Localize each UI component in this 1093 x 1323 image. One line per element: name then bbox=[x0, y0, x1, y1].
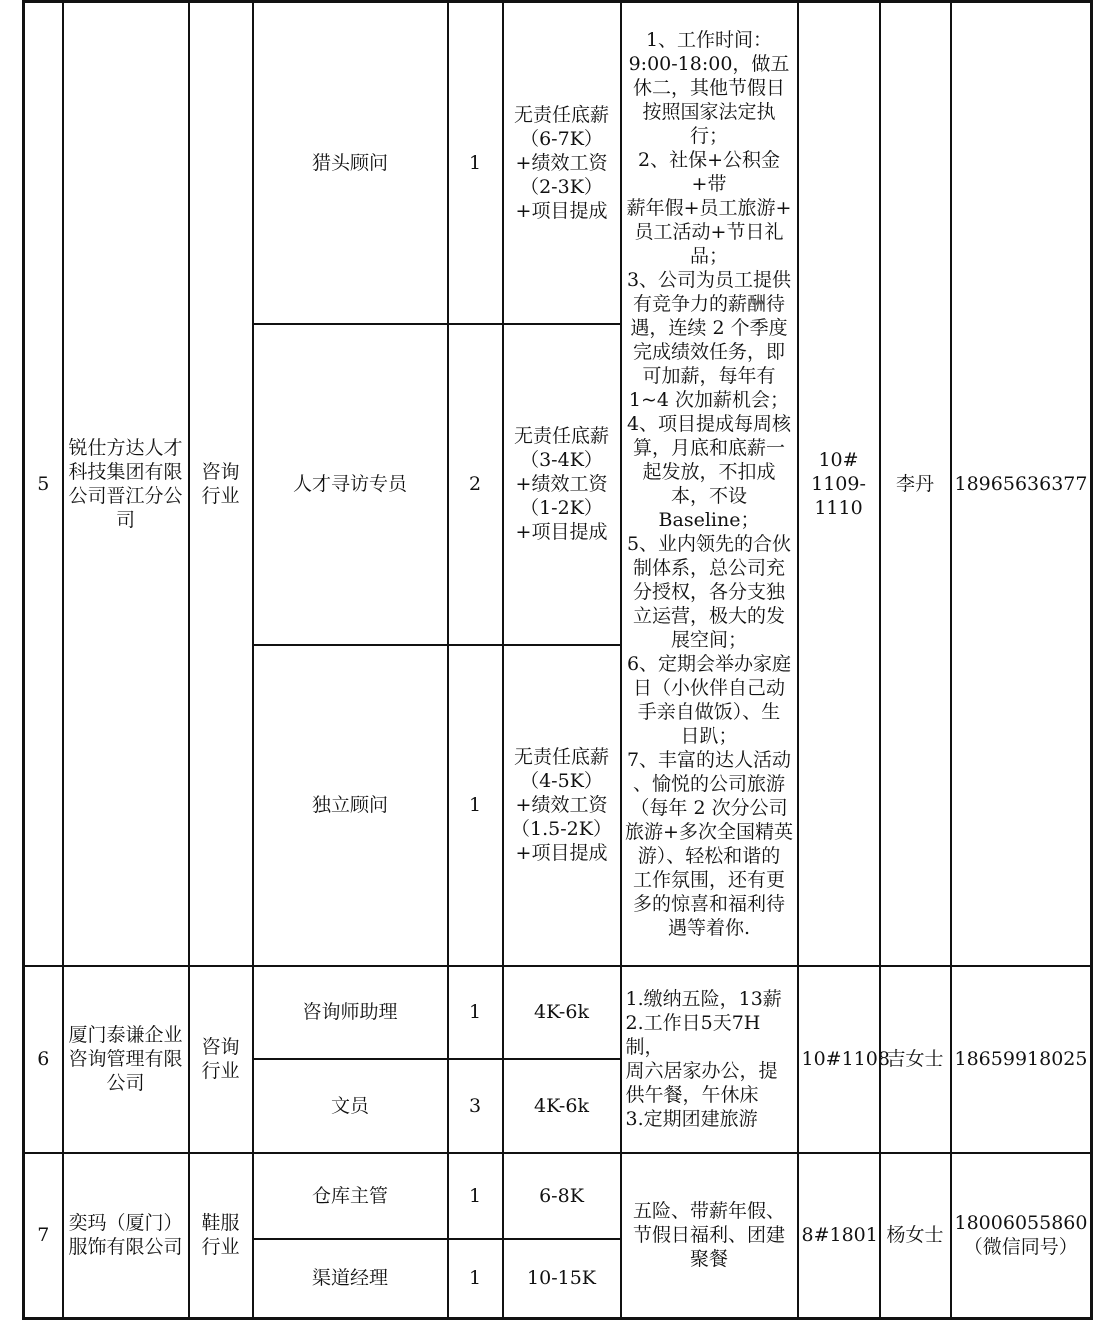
benefits-cell bbox=[621, 966, 798, 1153]
position-count: 1 bbox=[448, 2, 503, 324]
location-line: 1109- bbox=[811, 472, 866, 495]
benefit-line: 行； bbox=[689, 124, 728, 147]
benefit-line: 品； bbox=[689, 244, 728, 267]
benefit-line: 制体系，总公司充 bbox=[632, 556, 785, 579]
benefit-line: 起发放，不扣成 bbox=[642, 460, 776, 483]
position-count: 1 bbox=[448, 1153, 503, 1239]
position-salary: 4K-6k bbox=[503, 966, 621, 1059]
benefit-line: 3、公司为员工提供 bbox=[626, 268, 792, 291]
benefit-line: 、愉悦的公司旅游 bbox=[632, 772, 785, 795]
benefit-line: 1.缴纳五险，13薪 bbox=[625, 988, 782, 1010]
location-line: 1110 bbox=[814, 496, 863, 519]
benefit-line: 分授权，各分支独 bbox=[632, 580, 785, 603]
location-line: 10# bbox=[818, 448, 859, 471]
row-number: 7 bbox=[24, 1153, 63, 1319]
position-salary: 4K-6k bbox=[503, 1059, 621, 1153]
benefit-line: 可加薪，每年有 bbox=[642, 364, 776, 387]
benefit-line: （每年 2 次分公司 bbox=[630, 796, 788, 819]
position-title: 文员 bbox=[253, 1059, 448, 1153]
benefit-line: 按照国家法定执 bbox=[642, 100, 776, 123]
company-name: 厦门泰谦企业咨询管理有限公司 bbox=[63, 966, 189, 1153]
benefit-line: 1~4 次加薪机会； bbox=[628, 388, 790, 411]
benefit-line: 日（小伙伴自己动 bbox=[632, 676, 785, 699]
location bbox=[798, 2, 880, 966]
benefit-line: 游）、轻松和谐的 bbox=[637, 844, 781, 867]
contact-name: 吉女士 bbox=[880, 966, 951, 1153]
benefit-line: 1、工作时间： bbox=[645, 28, 773, 51]
contact-name: 杨女士 bbox=[880, 1153, 951, 1319]
benefit-line: 工作氛围，还有更 bbox=[632, 868, 785, 891]
position-salary: 6-8K bbox=[503, 1153, 621, 1239]
position-title: 人才寻访专员 bbox=[253, 324, 448, 645]
company-name: 锐仕方达人才科技集团有限公司晋江分公司 bbox=[63, 2, 189, 966]
contact-phone: 18965636377 bbox=[951, 2, 1092, 966]
benefit-line: 休二，其他节假日 bbox=[632, 76, 785, 99]
location: 10#1108 bbox=[798, 966, 880, 1153]
benefit-line: 周六居家办公，提 bbox=[625, 1060, 778, 1082]
table-row bbox=[24, 1153, 1092, 1239]
position-count: 1 bbox=[448, 1239, 503, 1319]
benefit-line: 展空间； bbox=[670, 628, 747, 651]
position-count: 3 bbox=[448, 1059, 503, 1153]
table-row bbox=[24, 966, 1092, 1059]
benefit-line: 遇，连续 2 个季度 bbox=[630, 316, 788, 339]
position-title: 咨询师助理 bbox=[253, 966, 448, 1059]
row-number: 5 bbox=[24, 2, 63, 966]
position-title: 猎头顾问 bbox=[253, 2, 448, 324]
benefit-line: 薪年假+员工旅游+ bbox=[626, 196, 792, 219]
benefit-line: 节假日福利、团建 bbox=[632, 1224, 785, 1247]
location: 8#1801 bbox=[798, 1153, 880, 1319]
benefits-list bbox=[624, 1199, 795, 1271]
position-title: 独立顾问 bbox=[253, 645, 448, 966]
benefits-list bbox=[626, 987, 793, 1131]
benefits-cell bbox=[621, 2, 798, 966]
position-title: 仓库主管 bbox=[253, 1153, 448, 1239]
benefits-list bbox=[624, 28, 795, 940]
position-count: 1 bbox=[448, 966, 503, 1059]
company-name: 奕玛（厦门）服饰有限公司 bbox=[63, 1153, 189, 1319]
row-number: 6 bbox=[24, 966, 63, 1153]
industry: 咨询行业 bbox=[189, 2, 253, 966]
position-count: 1 bbox=[448, 645, 503, 966]
industry: 咨询行业 bbox=[189, 966, 253, 1153]
contact-name: 李丹 bbox=[880, 2, 951, 966]
benefit-line: 3.定期团建旅游 bbox=[625, 1108, 758, 1130]
industry: 鞋服行业 bbox=[189, 1153, 253, 1319]
phone-note: （微信同号） bbox=[963, 1236, 1078, 1259]
position-salary: 无责任底薪（3-4K）+绩效工资（1-2K）+项目提成 bbox=[503, 324, 621, 645]
position-salary: 10-15K bbox=[503, 1239, 621, 1319]
benefit-line: 2.工作日5天7H制， bbox=[625, 1012, 761, 1058]
contact-phone bbox=[951, 1153, 1092, 1319]
benefit-line: 手亲自做饭）、生 bbox=[637, 700, 781, 723]
benefit-line: 旅游+多次全国精英 bbox=[625, 820, 793, 843]
benefit-line: 完成绩效任务，即 bbox=[632, 340, 785, 363]
benefit-line: 员工活动+节日礼 bbox=[634, 220, 784, 243]
benefit-line: 供午餐，午休床 bbox=[625, 1084, 759, 1106]
benefit-line: 有竞争力的薪酬待 bbox=[632, 292, 785, 315]
benefit-line: 聚餐 bbox=[689, 1248, 728, 1271]
benefit-line: 多的惊喜和福利待 bbox=[632, 892, 785, 915]
benefit-line: 算，月底和底薪一 bbox=[632, 436, 785, 459]
table-row bbox=[24, 2, 1092, 324]
benefit-line: 2、社保+公积金+带 bbox=[637, 148, 780, 195]
position-salary: 无责任底薪（6-7K）+绩效工资（2-3K）+项目提成 bbox=[503, 2, 621, 324]
benefit-line: Baseline； bbox=[658, 508, 760, 531]
position-count: 2 bbox=[448, 324, 503, 645]
benefit-line: 5、业内领先的合伙 bbox=[626, 532, 792, 555]
benefit-line: 遇等着你. bbox=[667, 916, 751, 939]
benefit-line: 6、定期会举办家庭 bbox=[626, 652, 792, 675]
benefit-line: 日趴； bbox=[680, 724, 738, 747]
benefit-line: 五险、带薪年假、 bbox=[632, 1200, 785, 1223]
benefit-line: 4、项目提成每周核 bbox=[626, 412, 792, 435]
benefit-line: 本，不设 bbox=[670, 484, 747, 507]
position-title: 渠道经理 bbox=[253, 1239, 448, 1319]
position-salary: 无责任底薪（4-5K）+绩效工资（1.5-2K）+项目提成 bbox=[503, 645, 621, 966]
phone-number: 18006055860 bbox=[954, 1212, 1088, 1235]
benefit-line: 7、丰富的达人活动 bbox=[626, 748, 792, 771]
contact-phone: 18659918025 bbox=[951, 966, 1092, 1153]
benefit-line: 立运营，极大的发 bbox=[632, 604, 785, 627]
benefit-line: 9:00-18:00，做五 bbox=[628, 52, 790, 75]
benefits-cell bbox=[621, 1153, 798, 1319]
job-table bbox=[22, 0, 1093, 1320]
